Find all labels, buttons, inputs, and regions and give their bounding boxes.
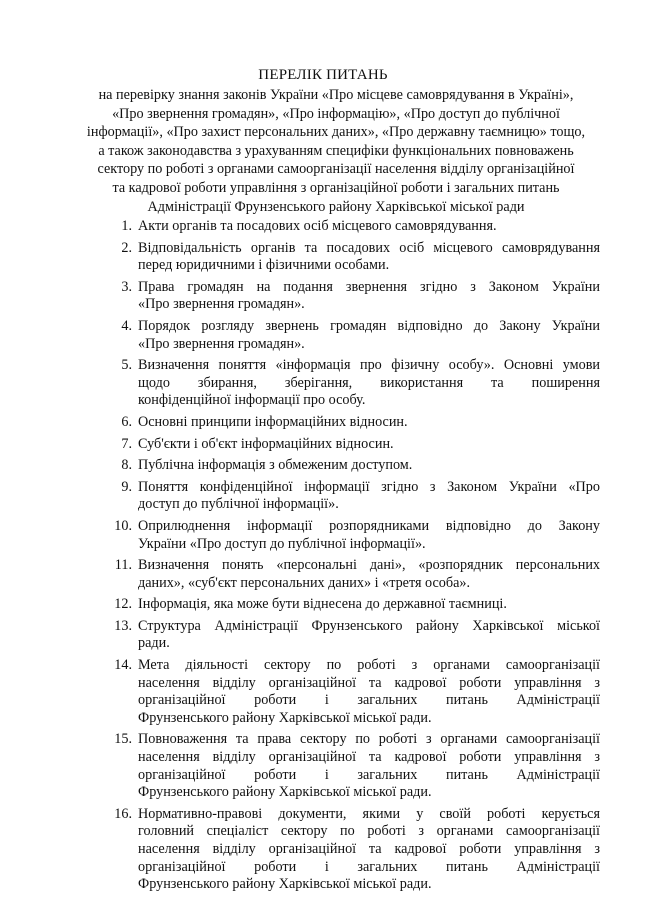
intro-line: інформації», «Про захист персональних даних», «Про державну таємницю» тощо, [86, 124, 586, 141]
question-line: даних», «суб'єкт персональних даних» і «третя особа». [138, 574, 471, 591]
question-line: Публічна інформація з обмеженим доступом. [138, 457, 413, 474]
question-text [138, 279, 600, 314]
question-text [138, 731, 600, 801]
question-number: 8. [121, 457, 132, 474]
question-text [138, 557, 600, 592]
question-line: Інформація, яка може бути віднесена до державної таємниці. [138, 596, 507, 613]
question-line: організаційної роботи і загальних питань Адміністрації [138, 692, 600, 709]
question-text [138, 436, 600, 454]
question-text [138, 596, 600, 614]
question-line: Акти органів та посадових осіб місцевого самоврядування. [138, 218, 497, 234]
question-item [104, 731, 600, 801]
question-line: України «Про доступ до публічної інформації». [138, 535, 426, 552]
question-number: 1. [121, 218, 132, 234]
question-text [138, 518, 600, 553]
question-line: Основні принципи інформаційних відносин. [138, 413, 408, 430]
question-number: 7. [121, 435, 132, 452]
question-number: 15. [114, 731, 132, 748]
question-number: 4. [121, 317, 132, 334]
question-line: організаційної роботи і загальних питань Адміністрації [138, 766, 600, 783]
question-text [138, 218, 600, 236]
intro-line: Адміністрації Фрунзенського району Харківської міської ради [147, 198, 525, 215]
intro-line: на перевірку знання законів України «Про місцеве самоврядування в Україні», [98, 87, 574, 103]
question-number: 9. [121, 478, 132, 495]
question-item [104, 596, 600, 614]
question-line: доступ до публічної інформації». [138, 496, 339, 513]
question-item [104, 357, 600, 410]
question-text [138, 479, 600, 514]
question-line: перед юридичними і фізичними особами. [138, 257, 390, 274]
question-line: головний спеціаліст сектору по роботі з органами самоорганізації [138, 823, 600, 840]
intro-line: а також законодавства з урахуванням специфіки функціональних повноважень [98, 142, 574, 159]
question-line: населення відділу організаційної та кадрової роботи управління з [138, 841, 600, 857]
question-item [104, 518, 600, 553]
question-item [104, 618, 600, 653]
document-intro [74, 86, 598, 216]
question-item [104, 479, 600, 514]
question-text [138, 657, 600, 727]
question-text [138, 618, 600, 653]
question-text [138, 414, 600, 432]
question-number: 13. [114, 617, 132, 634]
question-item [104, 240, 600, 275]
question-item [104, 279, 600, 314]
question-line: Оприлюднення інформації розпорядниками відповідно до Закону [138, 517, 600, 534]
question-text [138, 806, 600, 894]
question-line: Фрунзенського району Харківської міської ради. [138, 709, 432, 726]
question-number: 6. [121, 413, 132, 430]
question-number: 12. [114, 596, 132, 613]
question-line: Права громадян на подання звернення згідно з Законом України [138, 278, 600, 295]
question-item [104, 457, 600, 475]
question-line: Порядок розгляду звернень громадян відповідно до Закону України [138, 317, 600, 334]
question-line: Нормативно-правові документи, якими у своїй роботі керується [138, 805, 600, 822]
question-number: 16. [114, 805, 132, 822]
question-item [104, 657, 600, 727]
question-line: населення відділу організаційної та кадрової роботи управління з [138, 674, 600, 691]
question-text [138, 457, 600, 475]
question-text [138, 240, 600, 275]
question-line: Відповідальність органів та посадових осіб місцевого самоврядування [138, 239, 600, 256]
document-title: ПЕРЕЛІК ПИТАНЬ [258, 67, 388, 83]
question-line: Визначення понять «персональні дані», «розпорядник персональних [138, 557, 600, 574]
question-number: 10. [114, 517, 132, 534]
question-item [104, 218, 600, 236]
question-number: 3. [121, 278, 132, 295]
question-number: 5. [121, 357, 132, 374]
question-item [104, 806, 600, 894]
intro-line: сектору по роботі з органами самоорганізації населення відділу організаційної [97, 161, 575, 178]
question-line: ради. [138, 635, 170, 652]
question-number: 14. [114, 657, 132, 674]
question-line: «Про звернення громадян». [138, 335, 305, 352]
question-number: 2. [121, 239, 132, 256]
question-line: Визначення поняття «інформація про фізичну особу». Основні умови [138, 357, 600, 374]
question-number: 11. [114, 557, 132, 574]
question-line: Фрунзенського району Харківської міської ради. [138, 784, 432, 801]
question-line: Суб'єкти і об'єкт інформаційних відносин. [138, 435, 394, 452]
question-item [104, 436, 600, 454]
question-line: Мета діяльності сектору по роботі з органами самоорганізації [138, 657, 600, 674]
intro-line: та кадрової роботи управління з організаційної роботи і загальних питань [112, 179, 560, 196]
question-item [104, 318, 600, 353]
question-line: конфіденційної інформації про особу. [138, 392, 366, 409]
question-line: населення відділу організаційної та кадрової роботи управління з [138, 749, 600, 766]
question-list [104, 218, 600, 898]
question-line: організаційної роботи і загальних питань Адміністрації [138, 858, 600, 875]
question-line: «Про звернення громадян». [138, 296, 305, 313]
question-text [138, 318, 600, 353]
question-item [104, 414, 600, 432]
question-line: щодо збирання, зберігання, використання та поширення [138, 374, 600, 391]
question-line: Поняття конфіденційної інформації згідно з Законом України «Про [138, 478, 600, 495]
question-text [138, 357, 600, 410]
question-item [104, 557, 600, 592]
intro-line: «Про звернення громадян», «Про інформацію», «Про доступ до публічної [112, 105, 560, 122]
question-line: Структура Адміністрації Фрунзенського району Харківської міської [138, 617, 600, 634]
question-line: Фрунзенського району Харківської міської ради. [138, 876, 432, 893]
question-line: Повноваження та права сектору по роботі з органами самоорганізації [138, 731, 600, 748]
